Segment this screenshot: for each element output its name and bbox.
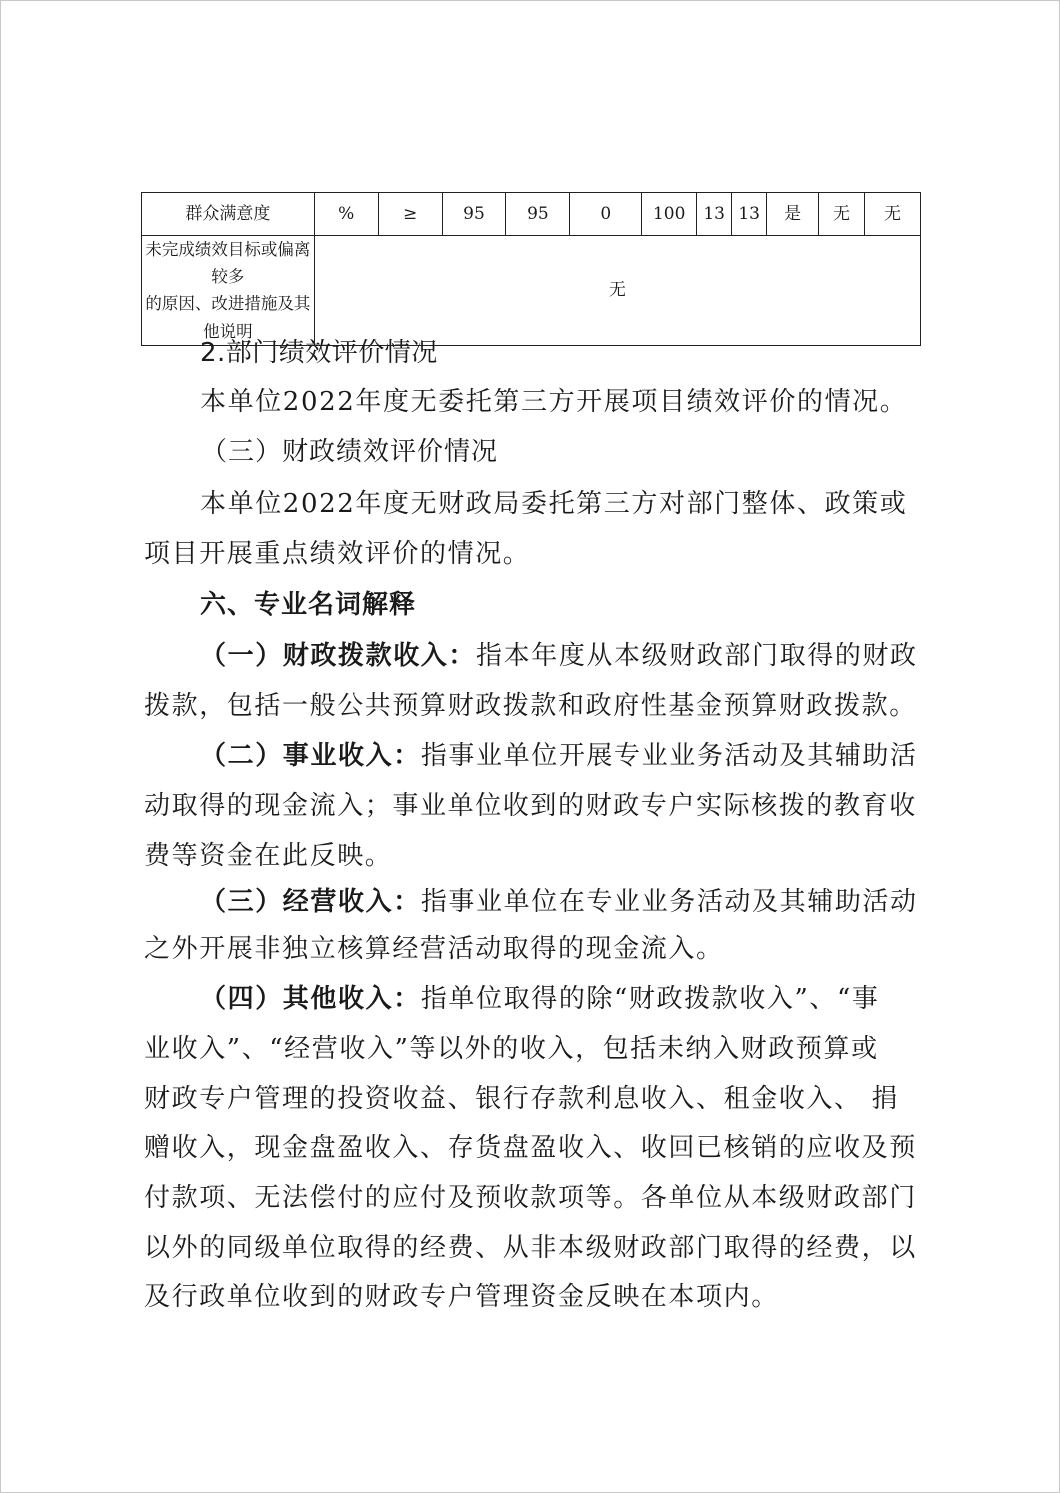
section-heading: 2.部门绩效评价情况 <box>200 338 438 368</box>
table-cell: 13 <box>732 193 767 236</box>
table-cell: 95 <box>442 193 506 236</box>
paragraph-line: 项目开展重点绩效评价的情况。 <box>144 539 531 569</box>
paragraph-line: 动取得的现金流入；事业单位收到的财政专户实际核拨的教育收 <box>144 791 917 821</box>
table-cell: 13 <box>697 193 732 236</box>
paragraph-line: 本单位2022年度无委托第三方开展项目绩效评价的情况。 <box>200 387 908 417</box>
paragraph-line: 及行政单位收到的财政专户管理资金反映在本项内。 <box>144 1282 779 1312</box>
term-label: （三）经营收入： <box>200 887 421 917</box>
term-text: 指单位取得的除“财政拨款收入”、“事 <box>420 984 880 1014</box>
term-label: （一）财政拨款收入： <box>200 641 477 671</box>
term-text: 指本年度从本级财政部门取得的财政 <box>476 641 918 671</box>
paragraph-line <box>200 641 925 671</box>
table-cell: 无 <box>819 193 865 236</box>
table-cell-reason-value: 无 <box>314 236 920 346</box>
paragraph-line: 拨款，包括一般公共预算财政拨款和政府性基金预算财政拨款。 <box>144 691 917 721</box>
table-cell: 95 <box>506 193 570 236</box>
table-cell: 100 <box>642 193 697 236</box>
term-label: （二）事业收入： <box>200 741 421 771</box>
table-cell-reason-label <box>142 236 315 346</box>
paragraph-line: 业收入”、“经营收入”等以外的收入，包括未纳入财政预算或 <box>144 1034 879 1064</box>
paragraph-line: 之外开展非独立核算经营活动取得的现金流入。 <box>144 934 724 964</box>
section-heading: （三）财政绩效评价情况 <box>201 437 499 467</box>
paragraph-line <box>200 984 925 1014</box>
table-cell: 是 <box>767 193 819 236</box>
table-cell: % <box>314 193 378 236</box>
term-text: 指事业单位开展专业业务活动及其辅助活 <box>420 741 918 771</box>
paragraph-line: 费等资金在此反映。 <box>144 841 393 871</box>
reason-label-line: 未完成绩效目标或偏离较多 <box>145 240 311 287</box>
table-cell: 无 <box>864 193 920 236</box>
paragraph-line: 本单位2022年度无财政局委托第三方对部门整体、政策或 <box>200 489 908 519</box>
table-cell: 群众满意度 <box>142 193 315 236</box>
table-row <box>142 236 921 346</box>
paragraph-line <box>200 741 925 771</box>
chapter-heading: 六、专业名词解释 <box>200 590 417 620</box>
term-label: （四）其他收入： <box>200 984 421 1014</box>
reason-label-line: 的原因、改进措施及其他说明 <box>145 294 311 341</box>
paragraph-line: 以外的同级单位取得的经费、从非本级财政部门取得的经费，以 <box>144 1233 917 1263</box>
table-row <box>142 193 921 236</box>
table-cell: 0 <box>570 193 642 236</box>
paragraph-line: 赠收入，现金盘盈收入、存货盘盈收入、收回已核销的应收及预 <box>144 1133 917 1163</box>
paragraph-line <box>200 887 925 917</box>
paragraph-line: 财政专户管理的投资收益、银行存款利息收入、租金收入、 捐 <box>144 1084 900 1114</box>
performance-table <box>141 192 921 346</box>
table-cell: ≥ <box>378 193 442 236</box>
term-text: 指事业单位在专业业务活动及其辅助活动 <box>420 887 918 917</box>
paragraph-line: 付款项、无法偿付的应付及预收款项等。各单位从本级财政部门 <box>144 1183 917 1213</box>
